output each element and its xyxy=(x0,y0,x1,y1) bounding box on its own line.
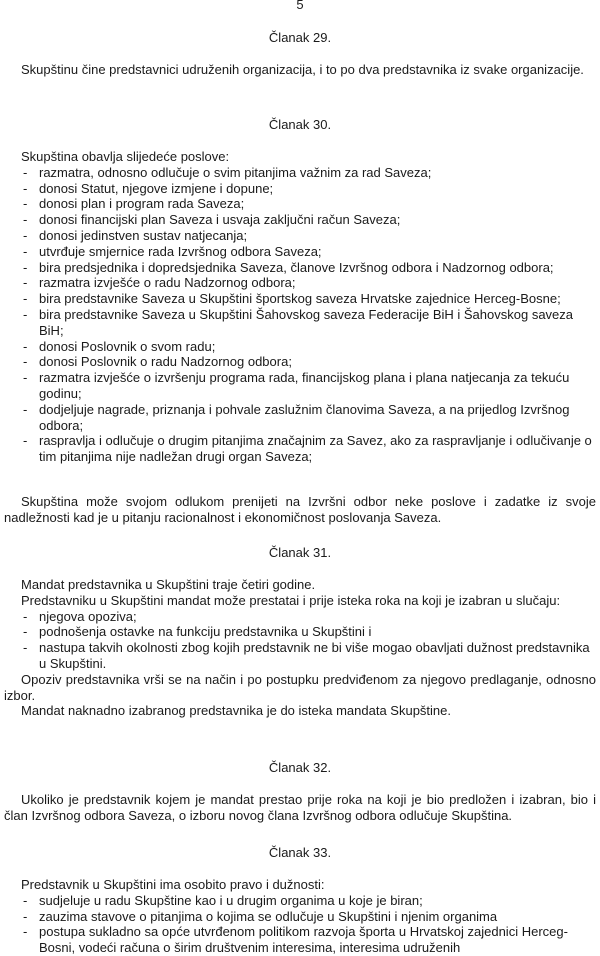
article-33-intro: Predstavnik u Skupštini ima osobito pravo i dužnosti: xyxy=(21,877,325,892)
article-30-heading: Članak 30. xyxy=(268,117,332,132)
article-33-body xyxy=(0,877,600,956)
list-item: - razmatra izvješće o izvršenju programa rada, financijskog plana i plana natjecanja za tekuću godinu; xyxy=(0,370,600,402)
article-30-intro: Skupština obavlja slijedeće poslove: xyxy=(21,149,230,164)
list-item: - njegova opoziva; xyxy=(0,609,600,625)
article-32-body xyxy=(0,792,600,824)
list-item: - donosi Statut, njegove izmjene i dopune; xyxy=(0,181,600,197)
list-item: - razmatra, odnosno odlučuje o svim pitanjima važnim za rad Saveza; xyxy=(0,165,600,181)
article-30-closing-block xyxy=(0,494,600,526)
article-31-p1: Mandat predstavnika u Skupštini traje četiri godine. xyxy=(21,577,316,592)
list-item: - zauzima stavove o pitanjima o kojima se odlučuje u Skupštini i njenim organima xyxy=(0,909,600,925)
list-item: - postupa sukladno sa opće utvrđenom politikom razvoja športa u Hrvatskoj zajednici Herceg-Bosni, vodeći računa o širim društvenim interesima, interesima udruženih xyxy=(0,924,600,956)
list-item: - utvrđuje smjernice rada Izvršnog odbora Saveza; xyxy=(0,244,600,260)
list-item: - bira predsjednika i dopredsjednika Saveza, članove Izvršnog odbora i Nadzornog odbora; xyxy=(0,260,600,276)
list-item: - donosi Poslovnik o radu Nadzornog odbora; xyxy=(0,354,600,370)
article-31-body xyxy=(0,577,600,719)
article-30-body xyxy=(0,149,600,465)
list-item: - bira predstavnike Saveza u Skupštini športskog saveza Hrvatske zajednice Herceg-Bosne; xyxy=(0,291,600,307)
article-31-p3: Opoziv predstavnika vrši se na način i po postupku predviđenom za njegovo predlaganje, odnosno izbor. xyxy=(4,671,596,703)
list-item: - donosi jedinstven sustav natjecanja; xyxy=(0,228,600,244)
article-30-closing: Skupština može svojom odlukom prenijeti na Izvršni odbor neke poslove i zadatke iz svoje nadležnosti kad je u pitanju racionalnost i ekonomičnost poslovanja Saveza. xyxy=(4,494,596,525)
article-33-heading: Članak 33. xyxy=(268,845,332,860)
list-item: - donosi plan i program rada Saveza; xyxy=(0,196,600,212)
article-30-list xyxy=(0,165,600,465)
article-31-heading: Članak 31. xyxy=(268,545,332,560)
article-29-text: Skupštinu čine predstavnici udruženih organizacija, i to po dva predstavnika iz svake organizacije. xyxy=(21,62,584,77)
article-31-list xyxy=(0,609,600,672)
article-31-p4: Mandat naknadno izabranog predstavnika je do isteka mandata Skupštine. xyxy=(21,703,452,719)
article-29-body xyxy=(0,62,600,78)
list-item: - raspravlja i odlučuje o drugim pitanjima značajnim za Savez, ako za raspravljanje i odlučivanje o tim pitanjima nije nadležan drugi organ Saveza; xyxy=(0,433,600,465)
article-32-text: Ukoliko je predstavnik kojem je mandat prestao prije roka na koji je bio predložen i izabran, bio i član Izvršnog odbora Saveza, o izboru novog člana Izvršnog odbora odlučuje Skupština. xyxy=(4,792,596,823)
list-item: - sudjeluje u radu Skupštine kao i u drugim organima u koje je biran; xyxy=(0,893,600,909)
list-item: - nastupa takvih okolnosti zbog kojih predstavnik ne bi više mogao obavljati dužnost predstavnika u Skupštini. xyxy=(0,640,600,672)
list-item: - dodjeljuje nagrade, priznanja i pohvale zaslužnim članovima Saveza, a na prijedlog Izvršnog odbora; xyxy=(0,402,600,434)
list-item: - podnošenja ostavke na funkciju predstavnika u Skupštini i xyxy=(0,624,600,640)
list-item: - bira predstavnike Saveza u Skupštini Šahovskog saveza Federacije BiH i Šahovskog saveza BiH; xyxy=(0,307,600,339)
list-item: - donosi Poslovnik o svom radu; xyxy=(0,339,600,355)
list-item: - donosi financijski plan Saveza i usvaja zaključni račun Saveza; xyxy=(0,212,600,228)
article-31-p2: Predstavniku u Skupštini mandat može prestatai i prije isteka roka na koji je izabran u slučaju: xyxy=(21,592,561,608)
article-29-heading: Članak 29. xyxy=(268,30,332,45)
page-number: 5 xyxy=(296,0,304,12)
list-item: - razmatra izvješće o radu Nadzornog odbora; xyxy=(0,275,600,291)
article-32-heading: Članak 32. xyxy=(268,760,332,775)
article-33-list xyxy=(0,893,600,956)
